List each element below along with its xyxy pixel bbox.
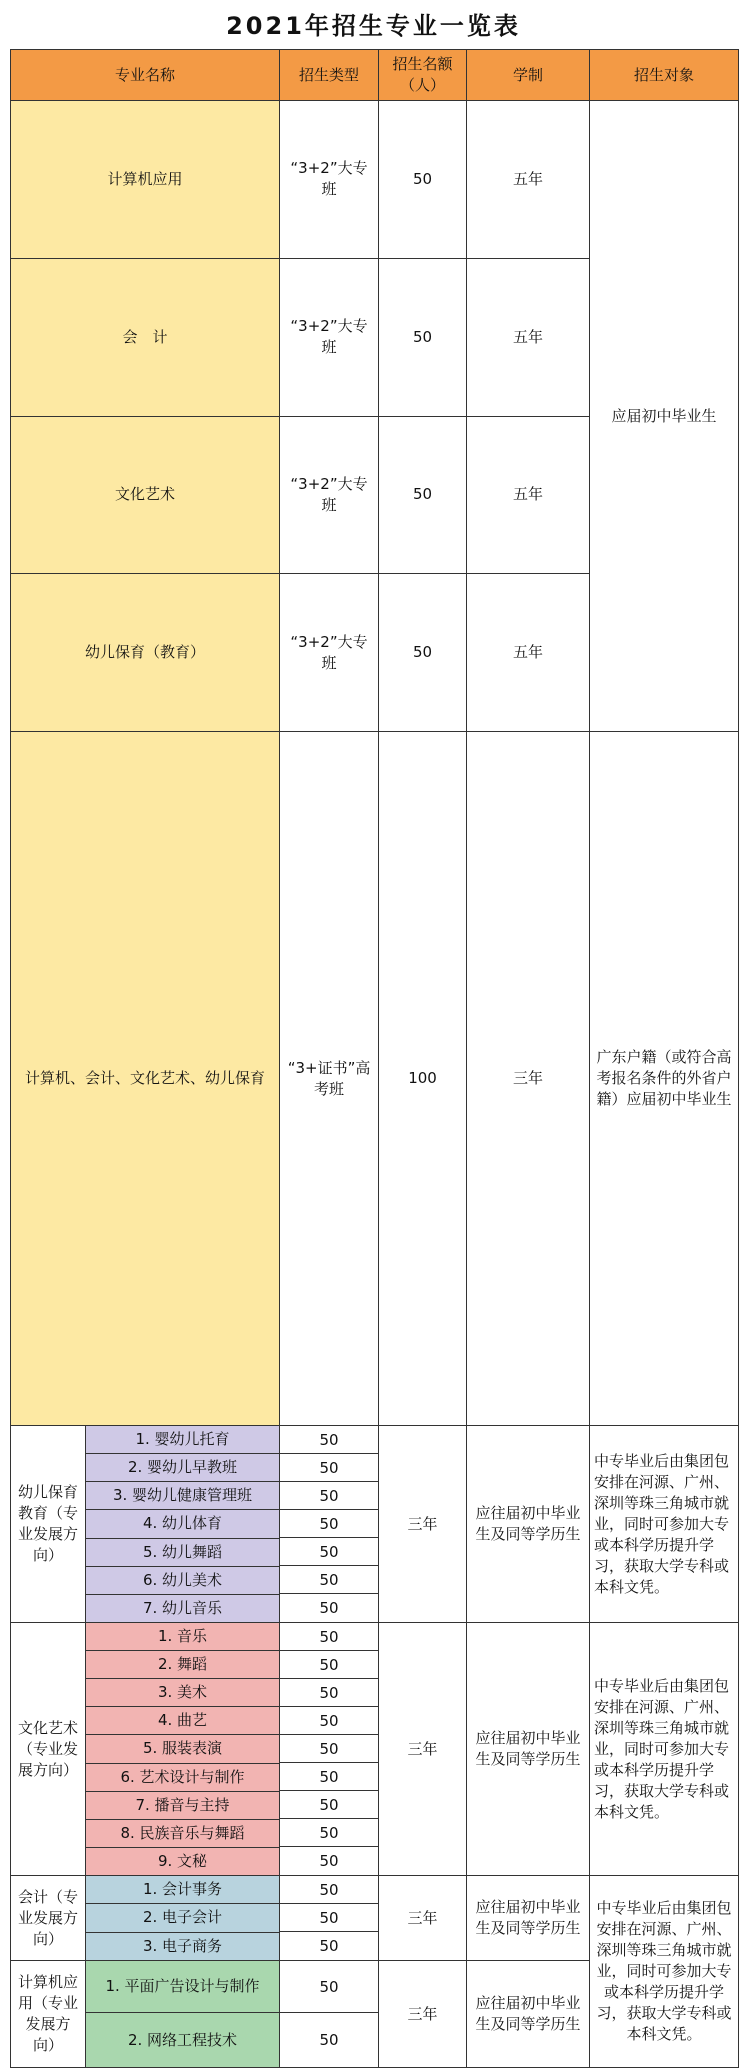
quota: 50: [280, 1876, 378, 1904]
table-row: [11, 1623, 739, 1651]
direction-item: 1. 婴幼儿托育: [86, 1426, 280, 1454]
quota: 50: [280, 1961, 378, 2013]
enroll-type: “3+2”大专班: [280, 416, 379, 574]
table-row: [11, 101, 739, 259]
major-group-name: 文化艺术（专业发展方向）: [11, 1623, 86, 1876]
enroll-type: “3+2”大专班: [280, 258, 379, 416]
quota: 50: [319, 2031, 339, 2049]
quota-cell: [280, 1961, 379, 2068]
enroll-type: “3+2”大专班: [280, 574, 379, 732]
enrollment-table: [10, 49, 739, 2068]
direction-item: 7. 幼儿音乐: [86, 1594, 280, 1622]
header-quota: 招生名额（人）: [379, 50, 467, 101]
quota: 50: [280, 1735, 378, 1763]
direction-item: 2. 电子会计: [86, 1904, 280, 1932]
quota: 50: [280, 1566, 378, 1594]
table-row: [11, 1426, 739, 1454]
major-group-name: 幼儿保育教育（专业发展方向）: [11, 1426, 86, 1623]
quota-cell: [280, 1623, 379, 1876]
note: 中专毕业后由集团包安排在河源、广州、深圳等珠三角城市就业，同时可参加大专或本科学历提升学习，获取大学专科或本科文凭。: [590, 1623, 739, 1876]
quota: 50: [280, 1623, 378, 1651]
quota: 50: [280, 1707, 378, 1735]
years: 三年: [467, 732, 590, 1426]
direction-item: 2. 舞蹈: [86, 1651, 280, 1679]
quota: 50: [280, 1651, 378, 1679]
direction-item: 3. 电子商务: [86, 1932, 280, 1960]
quota: 50: [280, 1819, 378, 1847]
direction-item: 7. 播音与主持: [86, 1791, 280, 1819]
enroll-type: “3+证书”高考班: [280, 732, 379, 1426]
quota: 50: [280, 1454, 378, 1482]
years: 五年: [467, 574, 590, 732]
direction-item: 4. 幼儿体育: [86, 1510, 280, 1538]
header-target: 招生对象: [590, 50, 739, 101]
major-group-name: 计算机应用（专业发展方向）: [11, 1961, 86, 2068]
major-name: 文化艺术: [11, 416, 280, 574]
major-name: 会 计: [11, 258, 280, 416]
direction-item: 3. 美术: [86, 1679, 280, 1707]
major-name: 计算机、会计、文化艺术、幼儿保育: [11, 732, 280, 1426]
quota: 50: [280, 1426, 378, 1454]
target: 广东户籍（或符合高考报名条件的外省户籍）应届初中毕业生: [590, 732, 739, 1426]
direction-item: 5. 幼儿舞蹈: [86, 1538, 280, 1566]
direction-item: 8. 民族音乐与舞蹈: [86, 1819, 280, 1847]
target: 应届初中毕业生: [590, 101, 739, 732]
quota: 50: [280, 1679, 378, 1707]
direction-item: 1. 音乐: [86, 1623, 280, 1651]
header-major: 专业名称: [11, 50, 280, 101]
table-row: [11, 1876, 739, 1904]
target: 应往届初中毕业生及同等学历生: [467, 1876, 590, 1961]
direction-item: 6. 幼儿美术: [86, 1566, 280, 1594]
page-title: 2021年招生专业一览表: [226, 12, 521, 40]
major-group-name: 会计（专业发展方向）: [11, 1876, 86, 1961]
quota: 50: [280, 1791, 378, 1819]
direction-item: 2. 婴幼儿早教班: [86, 1454, 280, 1482]
target: 应往届初中毕业生及同等学历生: [467, 1623, 590, 1876]
direction-item: 5. 服装表演: [86, 1735, 280, 1763]
target: 应往届初中毕业生及同等学历生: [467, 1961, 590, 2068]
direction-item: 3. 婴幼儿健康管理班: [86, 1482, 280, 1510]
years: 三年: [379, 1426, 467, 1623]
quota: 50: [379, 574, 467, 732]
target: 应往届初中毕业生及同等学历生: [467, 1426, 590, 1623]
major-name: 幼儿保育（教育）: [11, 574, 280, 732]
quota: 100: [379, 732, 467, 1426]
header-row: [11, 50, 739, 101]
direction-item: 2. 网络工程技术: [86, 2013, 280, 2068]
major-name: 计算机应用: [11, 101, 280, 259]
quota: 50: [280, 1482, 378, 1510]
years: 五年: [467, 101, 590, 259]
direction-item: 1. 平面广告设计与制作: [86, 1961, 280, 2013]
years: 五年: [467, 416, 590, 574]
note: 中专毕业后由集团包安排在河源、广州、深圳等珠三角城市就业，同时可参加大专或本科学历提升学习，获取大学专科或本科文凭。: [590, 1426, 739, 1623]
direction-item: 9. 文秘: [86, 1847, 280, 1875]
enroll-type: “3+2”大专班: [280, 101, 379, 259]
quota: 50: [319, 1852, 339, 1870]
quota: 50: [280, 1510, 378, 1538]
quota: 50: [379, 101, 467, 259]
quota: 50: [319, 1937, 339, 1955]
quota: 50: [280, 1763, 378, 1791]
years: 五年: [467, 258, 590, 416]
quota: 50: [280, 1904, 378, 1932]
quota: 50: [280, 1538, 378, 1566]
quota-cell: [280, 1426, 379, 1623]
direction-item: 6. 艺术设计与制作: [86, 1763, 280, 1791]
years: 三年: [379, 1623, 467, 1876]
quota: 50: [379, 416, 467, 574]
direction-item: 4. 曲艺: [86, 1707, 280, 1735]
table-row: [11, 732, 739, 1426]
years: 三年: [379, 1876, 467, 1961]
note: 中专毕业后由集团包安排在河源、广州、深圳等珠三角城市就业，同时可参加大专或本科学历提升学习，获取大学专科或本科文凭。: [590, 1876, 739, 2068]
quota: 50: [319, 1599, 339, 1617]
quota: 50: [379, 258, 467, 416]
header-years: 学制: [467, 50, 590, 101]
direction-item: 1. 会计事务: [86, 1876, 280, 1904]
quota-cell: [280, 1876, 379, 1961]
header-type: 招生类型: [280, 50, 379, 101]
years: 三年: [379, 1961, 467, 2068]
